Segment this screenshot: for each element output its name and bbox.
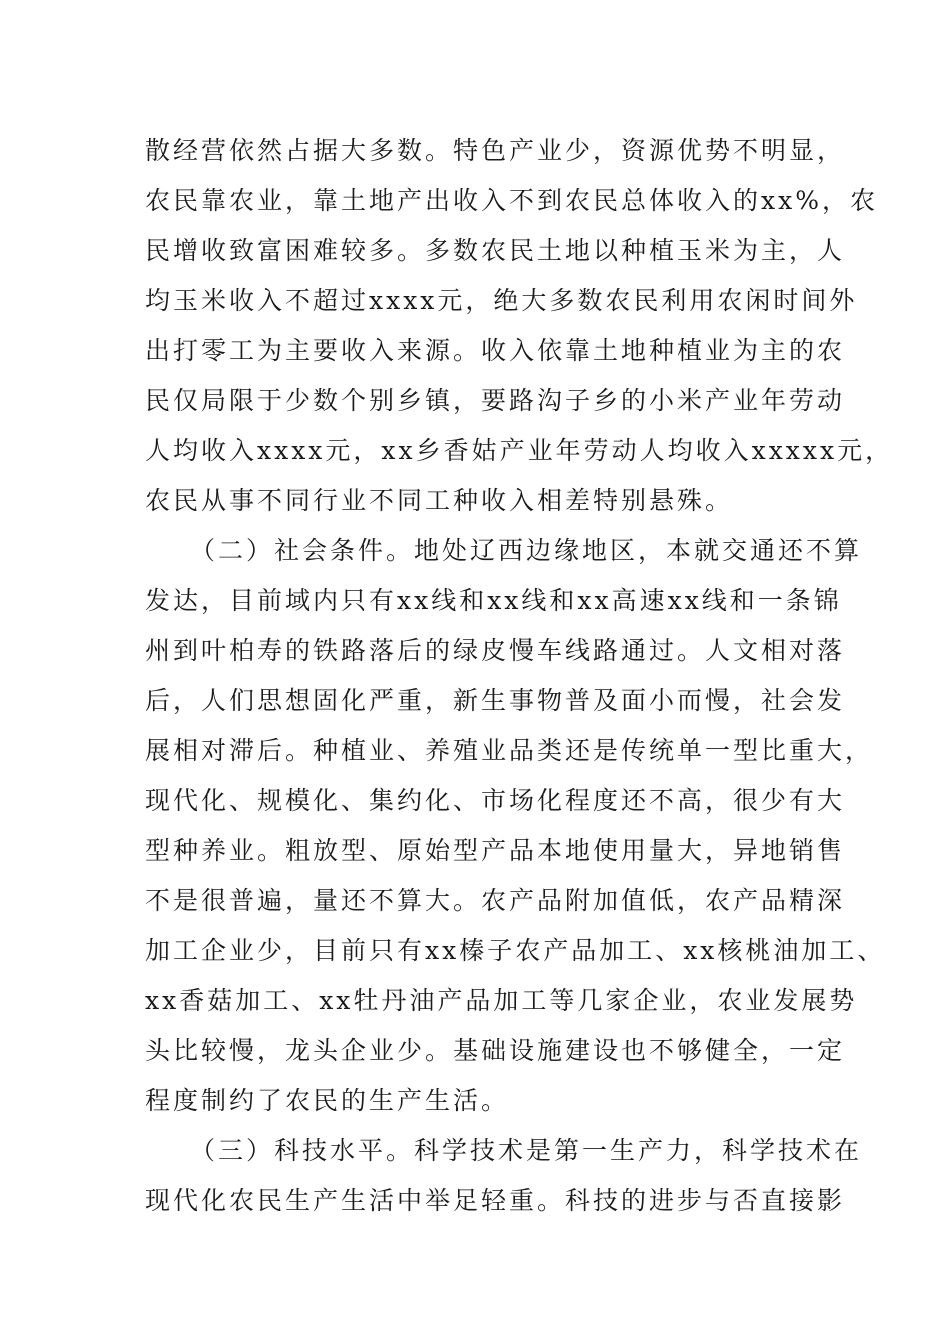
text-line: 出打零工为主要收入来源。收入依靠土地种植业为主的农 bbox=[145, 336, 846, 365]
text-line: 程度制约了农民的生产生活。 bbox=[145, 1086, 510, 1115]
text-line: 型种养业。粗放型、原始型产品本地使用量大，异地销售 bbox=[145, 836, 846, 865]
text-line: 人均收入xxxx元，xx乡香姑产业年劳动人均收入xxxxx元， bbox=[145, 436, 894, 465]
text-line: 加工企业少，目前只有xx榛子农产品加工、xx核桃油加工、 bbox=[145, 936, 886, 965]
text-line: 民仅局限于少数个别乡镇，要路沟子乡的小米产业年劳动 bbox=[145, 386, 846, 415]
text-line: 现代化、规模化、集约化、市场化程度还不高，很少有大 bbox=[145, 786, 846, 815]
text-line: 后，人们思想固化严重，新生事物普及面小而慢，社会发 bbox=[145, 686, 846, 715]
text-line: 农民从事不同行业不同工种收入相差特别悬殊。 bbox=[145, 486, 734, 515]
text-line: 不是很普遍，量还不算大。农产品附加值低，农产品精深 bbox=[145, 886, 846, 915]
text-line: 展相对滞后。种植业、养殖业品类还是传统单一型比重大， bbox=[145, 736, 874, 765]
text-line: 民增收致富困难较多。多数农民土地以种植玉米为主，人 bbox=[145, 236, 846, 265]
text-line: xx香菇加工、xx牡丹油产品加工等几家企业，农业发展势 bbox=[145, 986, 858, 1015]
text-line: 发达，目前域内只有xx线和xx线和xx高速xx线和一条锦 bbox=[145, 586, 842, 615]
paragraph-heading-social-conditions: （二）社会条件。地处辽西边缘地区，本就交通还不算 bbox=[190, 536, 863, 565]
text-line: 现代化农民生产生活中举足轻重。科技的进步与否直接影 bbox=[145, 1186, 846, 1215]
text-line: 头比较慢，龙头企业少。基础设施建设也不够健全，一定 bbox=[145, 1036, 846, 1065]
text-line: 农民靠农业，靠土地产出收入不到农民总体收入的xx%，农 bbox=[145, 186, 878, 215]
text-line: 州到叶柏寿的铁路落后的绿皮慢车线路通过。人文相对落 bbox=[145, 636, 846, 665]
text-line: 散经营依然占据大多数。特色产业少，资源优势不明显， bbox=[145, 136, 846, 165]
text-line: 均玉米收入不超过xxxx元，绝大多数农民利用农闲时间外 bbox=[145, 286, 858, 315]
paragraph-heading-technology-level: （三）科技水平。科学技术是第一生产力，科学技术在 bbox=[190, 1136, 863, 1165]
